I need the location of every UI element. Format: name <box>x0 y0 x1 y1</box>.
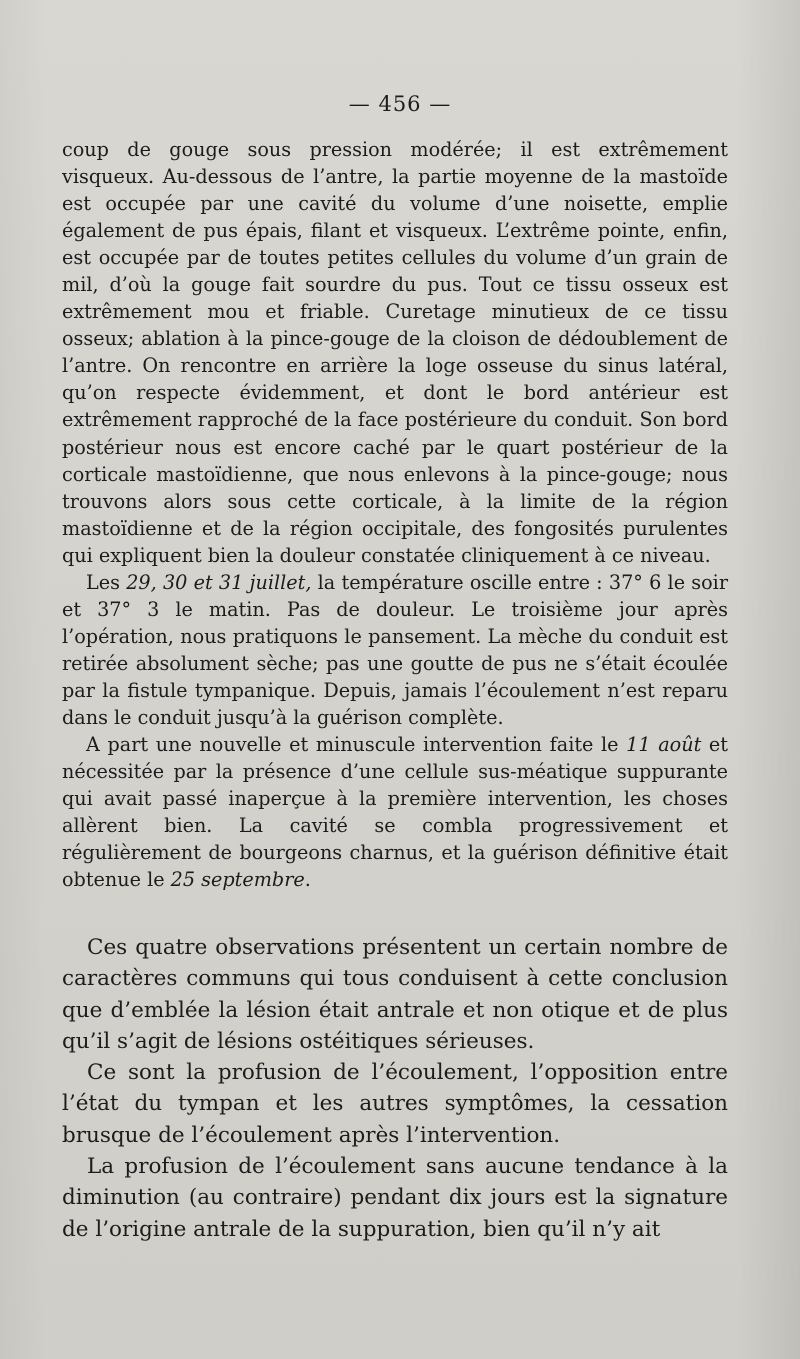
observation-paragraph-3-lead: A part une nouvelle et minuscule intervention faite le <box>86 733 627 757</box>
conclusion-paragraph-3: La profusion de l’écoulement sans aucune tendance à la diminution (au contraire) pendant dix jours est la signature de l’origine antrale de la suppuration, bien qu’il n’y ait <box>62 1154 728 1242</box>
observation-paragraph-2-text: la température oscille entre : 37° 6 le soir et 37° 3 le matin. Pas de douleur. Le troisième jour après l’opération, nous pratiquons le pansement. La mèche du conduit est retirée absolument sèche; pas une goutte de pus ne s’était écoulée par la fistule tympanique. Depuis, jamais l’écoulement n’est reparu dans le conduit jusqu’à la guérison complète. <box>62 570 728 729</box>
observation-section <box>62 136 728 893</box>
observation-paragraph-2-lead: Les <box>86 570 127 594</box>
observation-dates-july: 29, 30 et 31 juillet, <box>126 570 312 594</box>
observation-date-august: 11 août <box>626 733 702 757</box>
observation-paragraph-2 <box>62 569 728 731</box>
conclusion-section <box>62 932 728 1245</box>
observation-paragraph-3 <box>62 731 728 893</box>
observation-paragraph-1: coup de gouge sous pression modérée; il est extrêmement visqueux. Au-dessous de l’antre, la partie moyenne de la mastoïde est occupée par une cavité du volume d’une noisette, emplie également de pus épais, filant et visqueux. L’extrême pointe, enfin, est occupée par de toutes petites cellules du volume d’un grain de mil, d’où la gouge fait sourdre du pus. Tout ce tissu osseux est extrêmement mou et friable. Curetage minutieux de ce tissu osseux; ablation à la pince-gouge de la cloison de dédoublement de l’antre. On rencontre en arrière la loge osseuse du sinus latéral, qu’on respecte évidemment, et dont le bord antérieur est extrêmement rapproché de la face postérieure du conduit. Son bord postérieur nous est encore caché par le quart postérieur de la corticale mastoïdienne, que nous enlevons à la pince-gouge; nous trouvons alors sous cette corticale, à la limite de la région mastoïdienne et de la région occipitale, des fongosités purulentes qui expliquent bien la douleur constatée cliniquement à ce niveau. <box>62 138 728 567</box>
observation-date-september: 25 septembre <box>170 868 305 892</box>
observation-paragraph-3-end: . <box>304 868 311 892</box>
conclusion-paragraph-2: Ce sont la profusion de l’écoulement, l’opposition entre l’état du tympan et les autres symptômes, la cessation brusque de l’écoulement après l’intervention. <box>62 1060 728 1148</box>
page-number: — 456 — <box>348 92 452 116</box>
observation-paragraph-3-text: et nécessitée par la présence d’une cellule sus-méatique suppurante qui avait passé inaperçue à la première intervention, les choses allèrent bien. La cavité se combla progressivement et régulièrement de bourgeons charnus, et la guérison définitive était obtenue le <box>62 733 728 892</box>
conclusion-paragraph-1: Ces quatre observations présentent un certain nombre de caractères communs qui tous conduisent à cette conclusion que d’emblée la lésion était antrale et non otique et de plus qu’il s’agit de lésions ostéitiques sérieuses. <box>62 935 728 1054</box>
